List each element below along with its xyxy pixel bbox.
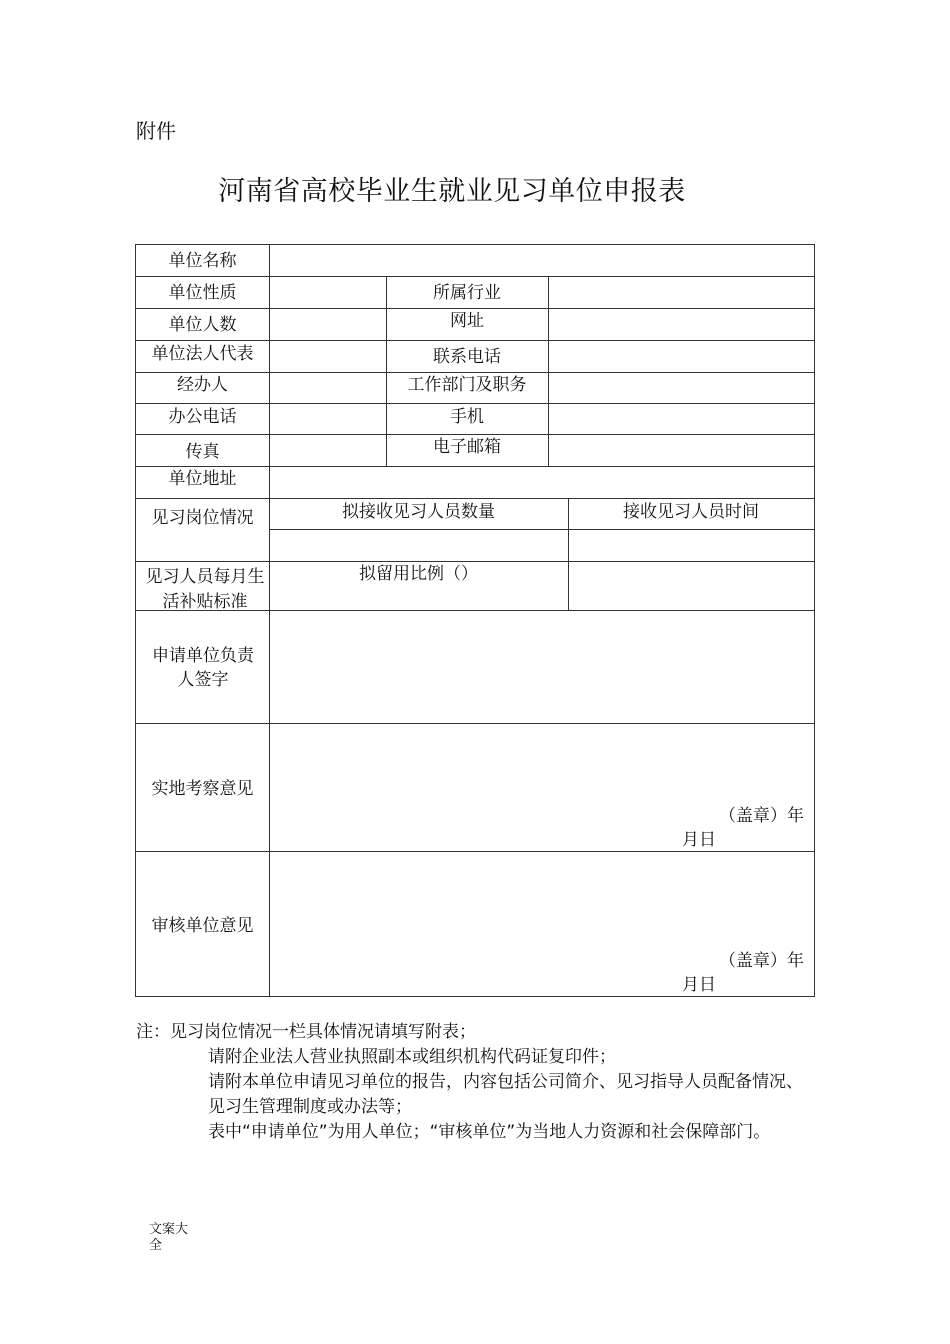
internship-posts-label: 见习岗位情况: [151, 508, 254, 528]
handler-label: 经办人: [177, 375, 228, 395]
attachment-label: 附件: [136, 119, 176, 143]
row-line: [136, 276, 814, 277]
site-inspection-label: 实地考察意见: [151, 779, 254, 799]
contact-phone-label: 联系电话: [433, 347, 501, 367]
notes-lead: 注：见习岗位情况一栏具体情况请填写附表；: [136, 1022, 476, 1042]
row-line: [136, 372, 814, 373]
row-line: [136, 308, 814, 309]
unit-name-label: 单位名称: [168, 251, 237, 271]
note-item: 表中“申请单位”为用人单位；“审核单位”为当地人力资源和社会保障部门。: [208, 1122, 771, 1142]
application-form-table: [135, 244, 815, 997]
site-inspection-month-day: 月日: [682, 830, 716, 850]
row-line: [136, 466, 814, 467]
intern-receive-time-label: 接收见习人员时间: [623, 502, 759, 522]
note-item: 请附本单位申请见习单位的报告，内容包括公司简介、见习指导人员配备情况、见习生管理制度或办法等；: [208, 1072, 803, 1117]
address-label: 单位地址: [168, 469, 237, 489]
monthly-subsidy-label: 见习人员每月生活补贴标准: [145, 567, 265, 612]
row-line: [136, 434, 814, 435]
website-label: 网址: [450, 311, 484, 331]
row-line: [136, 340, 814, 341]
footer-text: 文案大全: [149, 1222, 189, 1253]
applicant-signature-label: 申请单位负责人签字: [152, 646, 254, 690]
retention-ratio-label: 拟留用比例（）: [359, 564, 478, 584]
industry-label: 所属行业: [433, 283, 501, 303]
office-phone-label: 办公电话: [168, 407, 237, 427]
row-line: [269, 529, 814, 530]
review-month-day: 月日: [682, 975, 716, 995]
document-title: 河南省高校毕业生就业见习单位申报表: [218, 176, 686, 207]
staff-count-label: 单位人数: [168, 315, 237, 335]
planned-intern-count-label: 拟接收见习人员数量: [342, 502, 495, 522]
note-item: 请附企业法人营业执照副本或组织机构代码证复印件；: [208, 1047, 616, 1067]
notes-section: [136, 1020, 816, 1145]
email-label: 电子邮箱: [433, 437, 501, 457]
unit-nature-label: 单位性质: [168, 283, 237, 303]
mobile-label: 手机: [450, 407, 484, 427]
legal-rep-label: 单位法人代表: [151, 344, 254, 364]
row-line: [136, 498, 814, 499]
fax-label: 传真: [185, 442, 220, 462]
review-stamp-year: （盖章）年: [719, 951, 804, 971]
site-inspection-stamp-year: （盖章）年: [719, 806, 804, 826]
dept-position-label: 工作部门及职务: [407, 375, 527, 395]
row-line: [136, 723, 814, 724]
column-line: [548, 276, 549, 466]
row-line: [136, 561, 814, 562]
review-opinion-label: 审核单位意见: [151, 916, 254, 936]
row-line: [136, 403, 814, 404]
column-line: [269, 245, 270, 996]
